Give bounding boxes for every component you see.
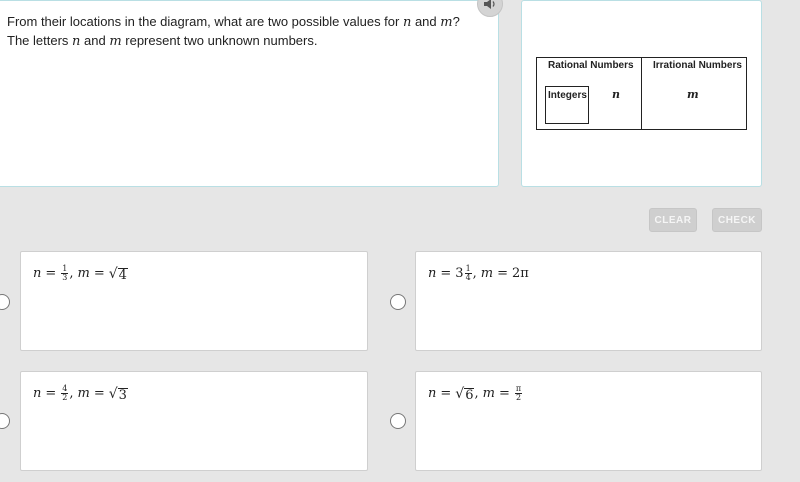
answer-choice-a[interactable] [20, 251, 368, 351]
question-panel [0, 0, 499, 187]
check-button[interactable]: CHECK [712, 208, 762, 232]
question-text [7, 13, 460, 51]
answer-choice-d[interactable] [415, 371, 762, 471]
speaker-icon[interactable] [477, 0, 503, 17]
integers-box [545, 86, 589, 124]
m-label: m [687, 88, 699, 101]
fraction: $\frac{\pi}{2}$ [515, 384, 522, 402]
answer-choice-c[interactable] [20, 371, 368, 471]
answer-c-expression: n = $\frac{4}{2}$ , m = √ 3 [33, 384, 127, 403]
fraction: $\frac{1}{3}$ [62, 264, 68, 282]
answer-d-expression: n = √ 6 , m = $\frac{\pi}{2}$ [428, 384, 522, 403]
radio-button-d[interactable] [390, 413, 406, 429]
square-root: √ 4 [108, 265, 127, 283]
radio-button-b[interactable] [390, 294, 406, 310]
square-root: √ 3 [108, 385, 127, 403]
diagram-divider [641, 58, 642, 129]
answer-choice-b[interactable] [415, 251, 762, 351]
answer-a-expression: n = $\frac{1}{3}$ , m = √ 4 [33, 264, 127, 283]
fraction: $\frac{4}{2}$ [62, 384, 68, 402]
irrational-numbers-label: Irrational Numbers [653, 60, 742, 71]
clear-button[interactable]: CLEAR [649, 208, 697, 232]
answer-b-expression: n = 3 $\frac{1}{4}$ , m = 2π [428, 264, 529, 282]
square-root: √ 6 [455, 385, 474, 403]
question-line-2: The letters n and m represent two unknown numbers. [7, 33, 318, 49]
radio-button-a[interactable] [0, 294, 10, 310]
rational-numbers-label: Rational Numbers [548, 60, 634, 71]
number-set-diagram [536, 57, 747, 130]
question-line-1: From their locations in the diagram, what are two possible values for n and m? [7, 14, 460, 30]
n-label: n [612, 88, 620, 101]
radio-button-c[interactable] [0, 413, 10, 429]
integers-label: Integers [548, 90, 587, 101]
diagram-panel [521, 0, 762, 187]
fraction: $\frac{1}{4}$ [465, 264, 471, 282]
